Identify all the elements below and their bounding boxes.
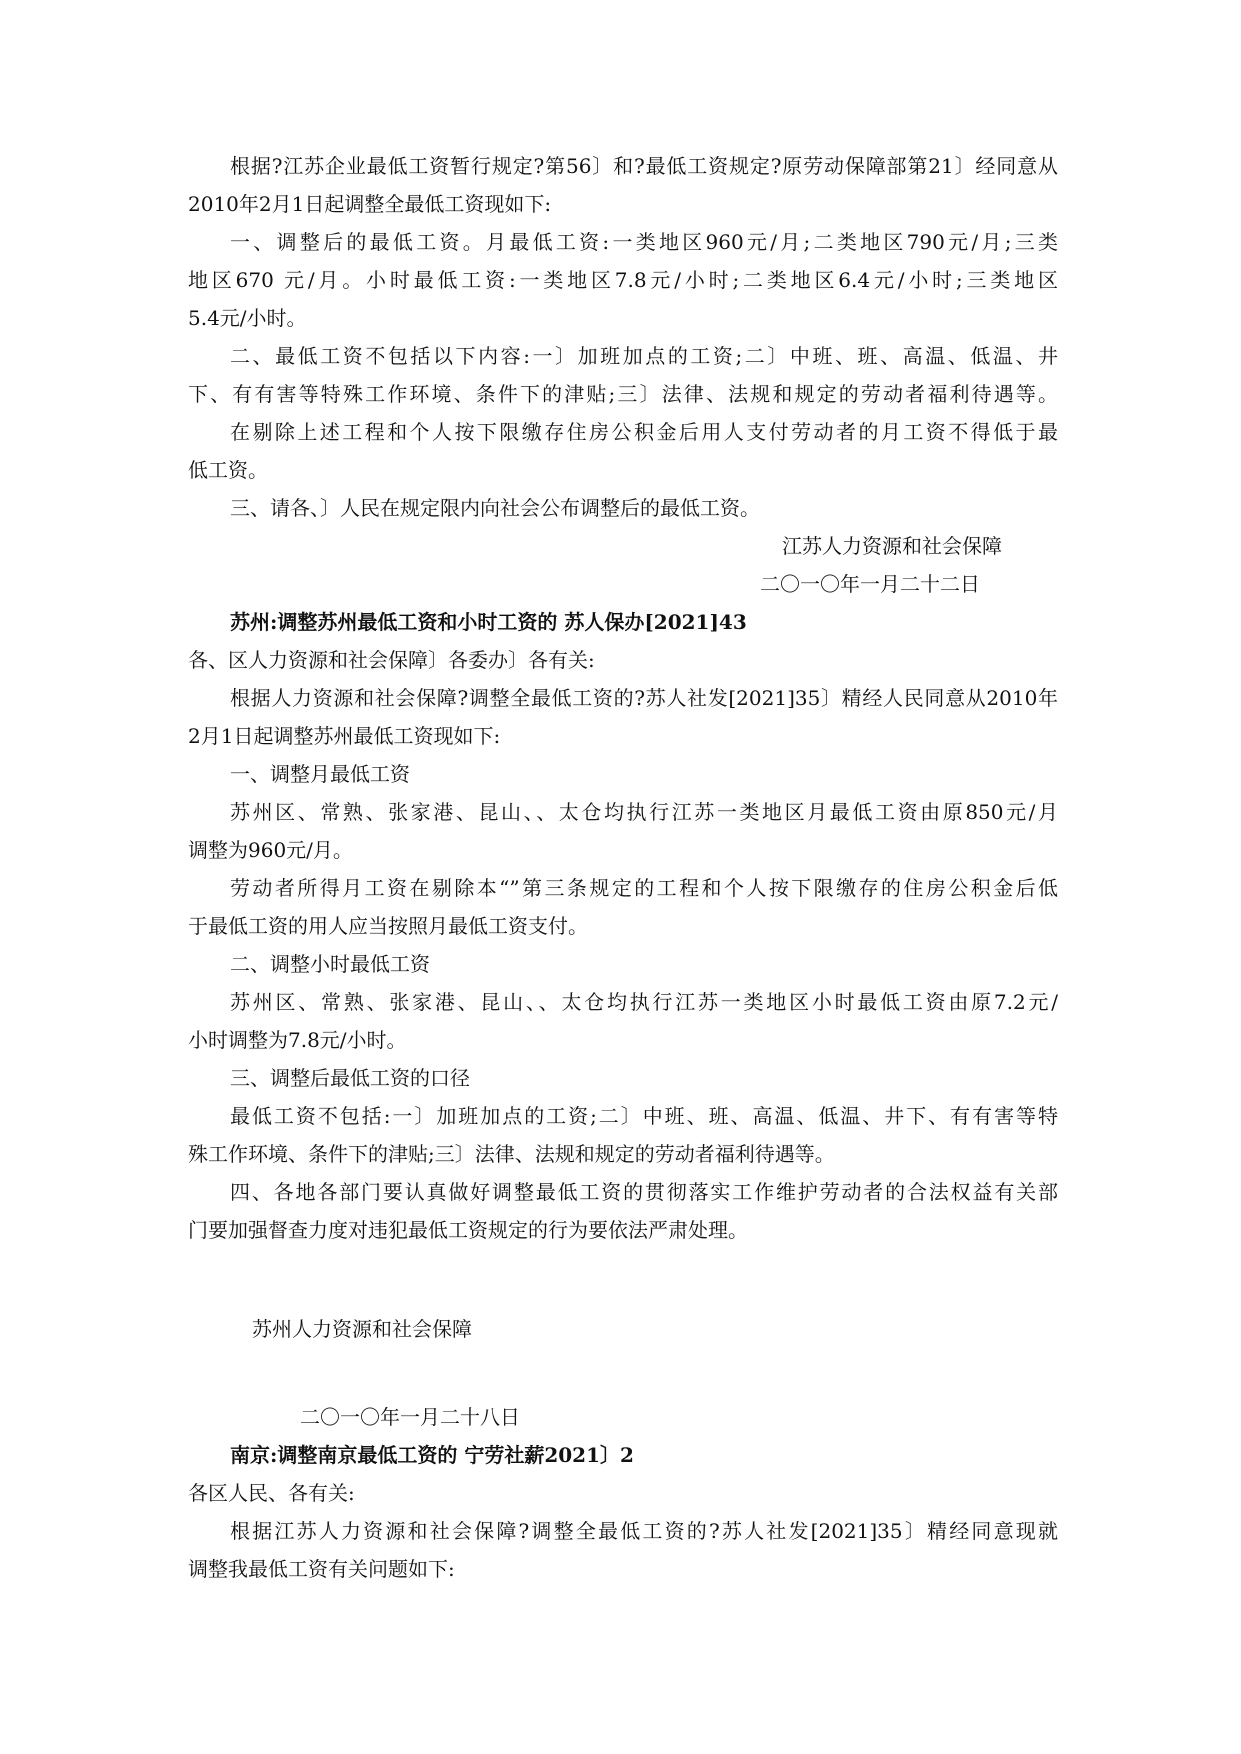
jiangsu-date: 二〇一〇年一月二十二日: [760, 572, 980, 596]
suzhou-intro-line-1: 根据人力资源和社会保障?调整全最低工资的?苏人社发[2021]35〕精经人民同意从2010年: [230, 686, 1058, 710]
jiangsu-deduct-line-1: 在剔除上述工程和个人按下限缴存住房公积金后用人支付劳动者的月工资不得低于最: [230, 420, 1058, 444]
jiangsu-intro-line-1: 根据?江苏企业最低工资暂行规定?第56〕和?最低工资规定?原劳动保障部第21〕经同意从: [230, 154, 1058, 178]
suzhou-section1-p2-line-2: 于最低工资的用人应当按照月最低工资支付。: [188, 914, 588, 938]
suzhou-signature: 苏州人力资源和社会保障: [252, 1317, 472, 1341]
jiangsu-item2-line-2: 下、有有害等特殊工作环境、条件下的津贴;三〕法律、法规和规定的劳动者福利待遇等。: [188, 382, 1058, 406]
nanjing-addressee: 各区人民、各有关:: [188, 1481, 355, 1505]
suzhou-heading: 苏州:调整苏州最低工资和小时工资的 苏人保办[2021]43: [230, 610, 747, 634]
suzhou-section1-p1-line-2: 调整为960元/月。: [188, 838, 353, 862]
nanjing-heading: 南京:调整南京最低工资的 宁劳社薪2021〕2: [230, 1443, 634, 1467]
suzhou-intro-line-2: 2月1日起调整苏州最低工资现如下:: [188, 724, 501, 748]
jiangsu-item2-line-1: 二、最低工资不包括以下内容:一〕加班加点的工资;二〕中班、班、高温、低温、井: [230, 344, 1058, 368]
suzhou-section2-title: 二、调整小时最低工资: [230, 952, 430, 976]
suzhou-section1-title: 一、调整月最低工资: [230, 762, 410, 786]
suzhou-date: 二〇一〇年一月二十八日: [300, 1405, 520, 1429]
jiangsu-signature: 江苏人力资源和社会保障: [782, 534, 1002, 558]
suzhou-section3-title: 三、调整后最低工资的口径: [230, 1066, 470, 1090]
nanjing-intro-line-1: 根据江苏人力资源和社会保障?调整全最低工资的?苏人社发[2021]35〕精经同意现就: [230, 1519, 1058, 1543]
jiangsu-item1-line-2: 地区670 元/月。小时最低工资:一类地区7.8元/小时;二类地区6.4元/小时;三类地区: [188, 268, 1058, 292]
suzhou-section1-p2-line-1: 劳动者所得月工资在剔除本“”第三条规定的工程和个人按下限缴存的住房公积金后低: [230, 876, 1058, 900]
jiangsu-item1-line-1: 一、调整后的最低工资。月最低工资:一类地区960元/月;二类地区790元/月;三类: [230, 230, 1058, 254]
suzhou-section2-p1-line-1: 苏州区、常熟、张家港、昆山、、太仓均执行江苏一类地区小时最低工资由原7.2元/: [230, 990, 1058, 1014]
suzhou-addressee: 各、区人力资源和社会保障〕各委办〕各有关:: [188, 648, 595, 672]
suzhou-section3-p1-line-2: 殊工作环境、条件下的津贴;三〕法律、法规和规定的劳动者福利待遇等。: [188, 1142, 835, 1166]
jiangsu-deduct-line-2: 低工资。: [188, 458, 268, 482]
jiangsu-intro-line-2: 2010年2月1日起调整全最低工资现如下:: [188, 192, 552, 216]
nanjing-intro-line-2: 调整我最低工资有关问题如下:: [188, 1557, 455, 1581]
suzhou-section3-p1-line-1: 最低工资不包括:一〕加班加点的工资;二〕中班、班、高温、低温、井下、有有害等特: [230, 1104, 1058, 1128]
suzhou-section2-p1-line-2: 小时调整为7.8元/小时。: [188, 1028, 407, 1052]
jiangsu-item3: 三、请各、〕人民在规定限内向社会公布调整后的最低工资。: [230, 496, 760, 520]
suzhou-section4-line-1: 四、各地各部门要认真做好调整最低工资的贯彻落实工作维护劳动者的合法权益有关部: [230, 1180, 1058, 1204]
jiangsu-item1-line-3: 5.4元/小时。: [188, 306, 307, 330]
suzhou-section1-p1-line-1: 苏州区、常熟、张家港、昆山、、太仓均执行江苏一类地区月最低工资由原850元/月: [230, 800, 1058, 824]
suzhou-section4-line-2: 门要加强督查力度对违犯最低工资规定的行为要依法严肃处理。: [188, 1218, 748, 1242]
